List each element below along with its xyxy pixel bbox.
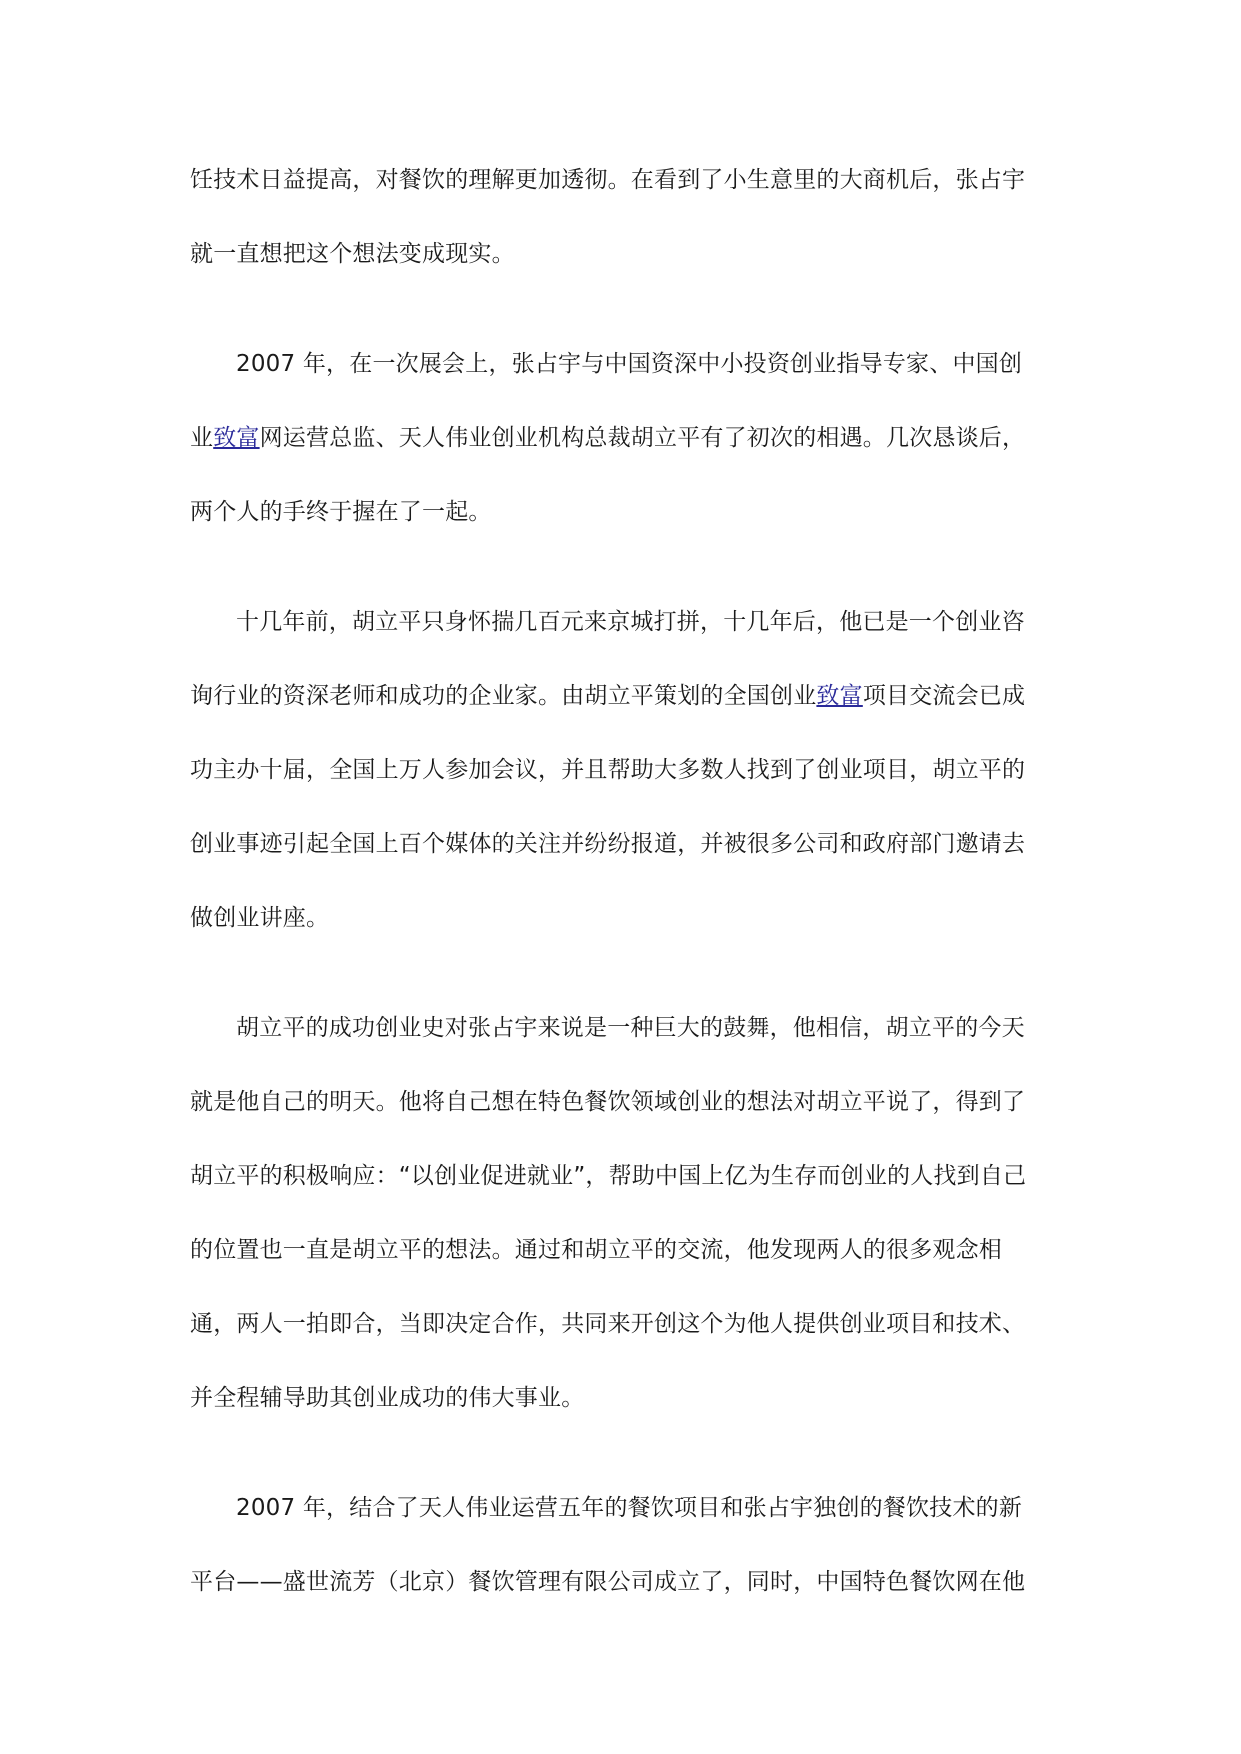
text-segment: 2007 年，在一次展会上，张占宇与中国资深中小投资创业指导专家、中国创 (236, 351, 1023, 377)
text-line (190, 991, 1055, 1065)
text-segment: 询行业的资深老师和成功的企业家。由胡立平策划的全国创业 (190, 683, 817, 709)
text-segment: 做创业讲座。 (190, 905, 330, 931)
text-line (190, 1471, 1055, 1545)
text-segment: 十几年前，胡立平只身怀揣几百元来京城打拼，十几年后，他已是一个创业咨 (236, 609, 1025, 635)
text-segment: 就是他自己的明天。他将自己想在特色餐饮领域创业的想法对胡立平说了，得到了 (190, 1089, 1026, 1115)
text-segment: 胡立平的积极响应：“以创业促进就业”，帮助中国上亿为生存而创业的人找到自己 (190, 1163, 1027, 1189)
keyword-link[interactable]: 致富 (816, 683, 863, 709)
text-segment: 胡立平的成功创业史对张占宇来说是一种巨大的鼓舞，他相信，胡立平的今天 (236, 1015, 1025, 1041)
text-segment: 通，两人一拍即合，当即决定合作，共同来开创这个为他人提供创业项目和技术、 (190, 1311, 1026, 1337)
text-line (190, 1139, 1055, 1213)
text-line (190, 1361, 1055, 1435)
text-segment: 就一直想把这个想法变成现实。 (190, 241, 515, 267)
text-line (190, 143, 1055, 217)
keyword-link[interactable]: 致富 (213, 425, 260, 451)
paragraph (190, 1471, 1055, 1619)
text-segment: 2007 年，结合了天人伟业运营五年的餐饮项目和张占宇独创的餐饮技术的新 (236, 1495, 1023, 1521)
document-body (190, 143, 1055, 1619)
text-line (190, 733, 1055, 807)
text-line (190, 659, 1055, 733)
text-line (190, 881, 1055, 955)
text-line (190, 807, 1055, 881)
text-line (190, 217, 1055, 291)
text-segment: 创业事迹引起全国上百个媒体的关注并纷纷报道，并被很多公司和政府部门邀请去 (190, 831, 1026, 857)
document-page (190, 143, 1055, 1655)
text-line (190, 327, 1055, 401)
text-segment: 的位置也一直是胡立平的想法。通过和胡立平的交流，他发现两人的很多观念相 (190, 1237, 1002, 1263)
text-line (190, 1065, 1055, 1139)
text-segment: 功主办十届，全国上万人参加会议，并且帮助大多数人找到了创业项目，胡立平的 (190, 757, 1026, 783)
text-segment: 两个人的手终于握在了一起。 (190, 499, 492, 525)
paragraph (190, 327, 1055, 549)
text-line (190, 585, 1055, 659)
text-line (190, 1545, 1055, 1619)
text-segment: 并全程辅导助其创业成功的伟大事业。 (190, 1385, 585, 1411)
text-line (190, 475, 1055, 549)
text-segment: 业 (190, 425, 214, 451)
paragraph (190, 585, 1055, 955)
text-segment: 网运营总监、天人伟业创业机构总裁胡立平有了初次的相遇。几次恳谈后， (259, 425, 1026, 451)
text-segment: 平台——盛世流芳（北京）餐饮管理有限公司成立了，同时，中国特色餐饮网在他 (190, 1569, 1026, 1595)
text-segment: 项目交流会已成 (862, 683, 1026, 709)
text-segment: 饪技术日益提高，对餐饮的理解更加透彻。在看到了小生意里的大商机后，张占宇 (190, 167, 1026, 193)
paragraph (190, 991, 1055, 1435)
paragraph (190, 143, 1055, 291)
text-line (190, 401, 1055, 475)
text-line (190, 1287, 1055, 1361)
text-line (190, 1213, 1055, 1287)
